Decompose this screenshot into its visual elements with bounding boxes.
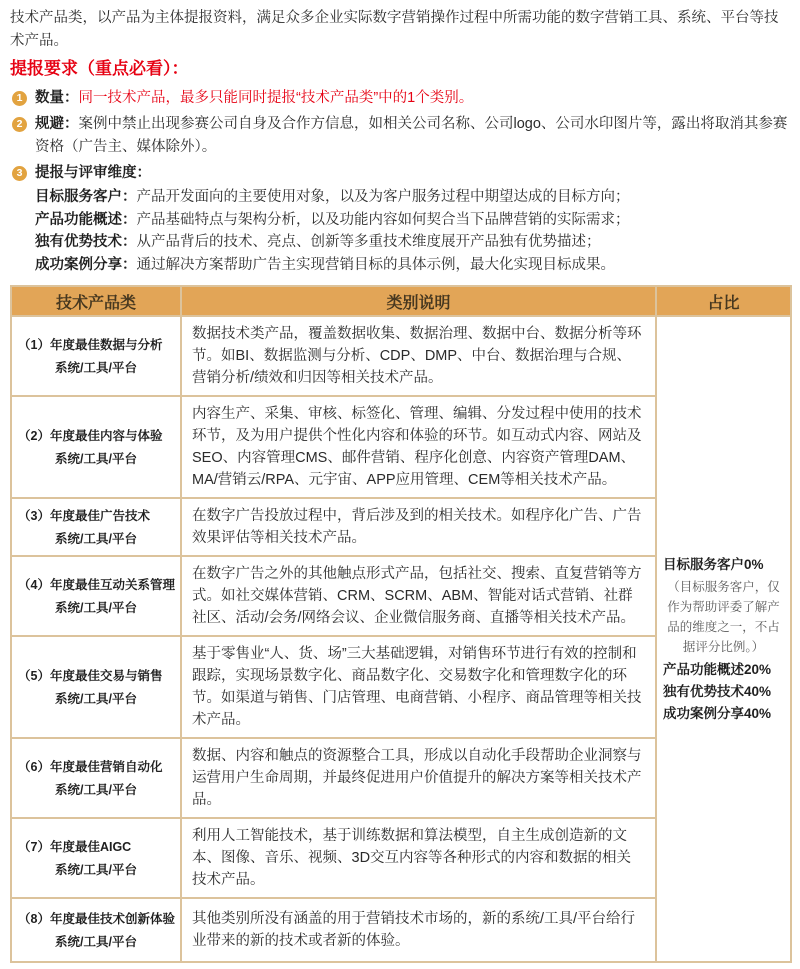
dimension-label: 产品功能概述： [35, 211, 137, 228]
review-dimension-list [35, 186, 630, 276]
category-name: （3）年度最佳广告技术 [18, 509, 150, 523]
dimension-label: 成功案例分享： [35, 256, 137, 273]
requirement-label-line [35, 162, 630, 185]
category-cell [11, 396, 181, 498]
category-cell [11, 556, 181, 636]
description-cell: 在数字广告投放过程中，背后涉及到的相关技术。如程序化广告、广告效果评估等相关技术产品。 [181, 498, 656, 556]
ratio-note: （目标服务客户，仅作为帮助评委了解产品的维度之一，不占据评分比例。） [667, 579, 780, 654]
requirement-label: 规避： [35, 116, 79, 132]
col-header-description: 类别说明 [181, 286, 656, 316]
dimension-text: 从产品背后的技术、亮点、创新等多重技术维度展开产品独有优势描述； [136, 234, 601, 250]
requirement-label: 数量： [35, 90, 79, 106]
description-cell: 数据、内容和触点的资源整合工具，形成以自动化手段帮助企业洞察与运营用户生命周期，并最终促进用户价值提升的解决方案等相关技术产品。 [181, 738, 656, 818]
requirements-title: 提报要求（重点必看）： [10, 59, 189, 78]
category-cell [11, 636, 181, 738]
category-subname: 系统/工具/平台 [55, 532, 137, 546]
category-cell [11, 818, 181, 898]
requirements-list [10, 87, 790, 276]
requirement-label: 提报与评审维度： [35, 165, 151, 181]
requirement-text: 案例中禁止出现参赛公司自身及合作方信息，如相关公司名称、公司logo、公司水印图片等，露出将取消其参赛资格（广告主、媒体除外）。 [35, 116, 788, 155]
requirement-item-quantity [10, 87, 790, 110]
table-row [11, 316, 791, 396]
review-dimension-item [35, 209, 630, 232]
category-cell [11, 738, 181, 818]
description-cell: 基于零售业“人、货、场”三大基础逻辑，对销售环节进行有效的控制和跟踪，实现场景数字化、商品数字化、交易数字化和管理数字化的环节。如渠道与销售、门店管理、电商营销、小程序、商品管理等相关技术产品。 [181, 636, 656, 738]
review-dimension-item [35, 254, 630, 277]
category-cell [11, 898, 181, 962]
dimension-text: 通过解决方案帮助广告主实现营销目标的具体示例，最大化实现目标成果。 [136, 256, 615, 273]
ratio-cell [656, 316, 791, 962]
col-header-category: 技术产品类 [11, 286, 181, 316]
number-badge-icon: 1 [12, 91, 27, 106]
dimension-text: 产品基础特点与架构分析，以及功能内容如何契合当下品牌营销的实际需求； [136, 211, 630, 228]
category-table-body [11, 316, 791, 962]
requirement-item-review-dimensions [10, 162, 790, 276]
review-dimension-item [35, 231, 630, 254]
review-dimension-item [35, 186, 630, 209]
requirement-text-block [35, 87, 473, 110]
category-subname: 系统/工具/平台 [55, 601, 137, 615]
category-name: （2）年度最佳内容与体验 [18, 429, 163, 443]
dimension-label: 独有优势技术： [35, 234, 137, 250]
description-cell: 在数字广告之外的其他触点形式产品，包括社交、搜索、直复营销等方式。如社交媒体营销、CRM、SCRM、ABM、智能对话式营销、社群社区、活动/会务/网络会议、企业微信服务商、直播等相关技术产品。 [181, 556, 656, 636]
ratio-headline: 目标服务客户0% [663, 556, 764, 572]
category-name: （7）年度最佳AIGC [18, 840, 132, 854]
category-subname: 系统/工具/平台 [55, 452, 137, 466]
dimension-text: 产品开发面向的主要使用对象，以及为客户服务过程中期望达成的目标方向； [136, 189, 630, 205]
description-cell: 利用人工智能技术，基于训练数据和算法模型，自主生成创造新的文本、图像、音乐、视频、3D交互内容等各种形式的内容和数据的相关技术产品。 [181, 818, 656, 898]
intro-paragraph: 技术产品类，以产品为主体提报资料，满足众多企业实际数字营销操作过程中所需功能的数字营销工具、系统、平台等技术产品。 [10, 10, 779, 49]
col-header-ratio: 占比 [656, 286, 791, 316]
category-subname: 系统/工具/平台 [55, 361, 137, 375]
requirement-text: 同一技术产品，最多只能同时提报“技术产品类”中的1个类别。 [78, 90, 474, 106]
category-subname: 系统/工具/平台 [55, 692, 137, 706]
requirement-text-block [35, 162, 630, 276]
category-name: （6）年度最佳营销自动化 [18, 760, 163, 774]
category-name: （5）年度最佳交易与销售 [18, 669, 163, 683]
table-header-row [11, 286, 791, 316]
description-cell: 其他类别所没有涵盖的用于营销技术市场的，新的系统/工具/平台给行业带来的新的技术或者新的体验。 [181, 898, 656, 962]
requirement-text-block [35, 113, 790, 159]
category-subname: 系统/工具/平台 [55, 863, 137, 877]
description-cell: 内容生产、采集、审核、标签化、管理、编辑、分发过程中使用的技术环节，及为用户提供个性化内容和体验的环节。如互动式内容、网站及SEO、内容管理CMS、邮件营销、程序化创意、内容资产管理DAM、MA/营销云/RPA、元宇宙、APP应用管理、CEM等相关技术产品。 [181, 396, 656, 498]
category-cell [11, 498, 181, 556]
number-badge-icon: 3 [12, 166, 27, 181]
category-name: （4）年度最佳互动关系管理 [18, 578, 175, 592]
ratio-line: 成功案例分享40% [663, 705, 772, 721]
dimension-label: 目标服务客户： [35, 189, 137, 205]
category-cell [11, 316, 181, 396]
description-cell: 数据技术类产品，覆盖数据收集、数据治理、数据中台、数据分析等环节。如BI、数据监测与分析、CDP、DMP、中台、数据治理与合规、营销分析/绩效和归因等相关技术产品。 [181, 316, 656, 396]
category-table [10, 285, 792, 963]
category-subname: 系统/工具/平台 [55, 783, 137, 797]
category-name: （1）年度最佳数据与分析 [18, 338, 163, 352]
ratio-line: 独有优势技术40% [663, 683, 772, 699]
ratio-line: 产品功能概述20% [663, 661, 772, 677]
number-badge-icon: 2 [12, 117, 27, 132]
category-name: （8）年度最佳技术创新体验 [18, 912, 175, 926]
requirement-item-avoidance [10, 113, 790, 159]
category-subname: 系统/工具/平台 [55, 935, 137, 949]
